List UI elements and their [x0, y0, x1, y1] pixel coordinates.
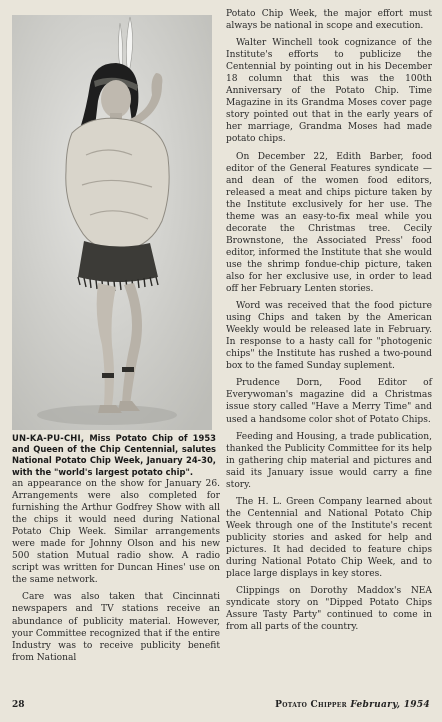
photo-caption: [12, 433, 216, 478]
caption-text: Miss Potato Chip of 1953 and Queen of the Chip Centennial, salutes National Potato Chip Week, January 24-30, with the "world's largest potato chip".: [12, 433, 216, 477]
fringe-skirt: [78, 241, 158, 282]
right-paragraph-8: Clippings on Dorothy Maddox's NEA syndicate story on "Dipped Potato Chips Assure Tasty Party" continued to come in from all parts of the country.: [226, 586, 432, 633]
right-paragraph-3: On December 22, Edith Barber, food editor of the General Features syndicate — and dean of the women food editors, released a meat and chips picture taken by the Institute exclusively for her use. The theme was an easy-to-fix meal while you decorate the Christmas tree. Cecily Brownstone, the Associated Press' food editor, informed the Institute that she would use the shrimp fondue-chip picture, taken also for her exclusive use, in order to lead off her February Lenten stories.: [226, 151, 432, 295]
giant-potato-chip: [66, 118, 169, 251]
right-paragraph-1: Potato Chip Week, the major effort must always be national in scope and execution.: [226, 9, 432, 32]
photo-illustration: [12, 15, 212, 430]
ankle-band-right: [122, 367, 134, 372]
photo-miss-potato-chip: [12, 15, 212, 430]
left-paragraph-2: Care was also taken that Cincinnati newspapers and TV stations receive an abundance of publicity material. However, your Committee recognized that if the entire Industry was to receive publicity benefit from National: [12, 592, 220, 663]
page-number: 28: [12, 700, 25, 710]
left-column: [12, 478, 220, 664]
caption-lead: UN-KA-PU-CHI,: [12, 433, 85, 443]
issue-date: February, 1954: [350, 700, 430, 710]
right-column: [226, 8, 432, 633]
right-paragraph-2: Walter Winchell took cognizance of the Institute's efforts to publicize the Centennial by pointing out in his December 18 column that this was the 100th Anniversary of the Potato Chip. Time Magazine in its Grandma Moses cover page story pointed out that in the early years of her marriage, Grandma Moses had made potato chips.: [226, 38, 432, 145]
right-paragraph-7: The H. L. Green Company learned about the Centennial and National Potato Chip Week through one of the Institute's recent publicity stories and asked for help and pictures. It had decided to feature chips during National Potato Chip Week, and to place large displays in key stores.: [226, 496, 432, 580]
page-footer: [12, 700, 430, 714]
ankle-band-left: [102, 373, 114, 378]
face: [101, 80, 131, 118]
right-paragraph-5: Prudence Dorn, Food Editor of Everywoman's magazine did a Christmas issue story called "Have a Merry Time" and used a handsome color shot of Potato Chips.: [226, 378, 432, 425]
publication-name: Potato Chipper: [275, 700, 347, 710]
right-paragraph-6: Feeding and Housing, a trade publication, thanked the Publicity Committee for its help in gathering chip material and pictures and said its January issue would carry a fine story.: [226, 431, 432, 490]
right-paragraph-4: Word was received that the food picture using Chips and taken by the American Weekly would be released late in February. In response to a hasty call for "photogenic chips" the Institute has rushed a two-pound box to the famed Sunday suplement.: [226, 301, 432, 372]
running-footer: [275, 700, 430, 710]
left-paragraph-1: an appearance on the show for January 26. Arrangements were also completed for furnishing the Arthur Godfrey Show with all the chips it would need during National Potato Chip Week. Similar arrangements were made for Johnny Olson and his new 500 station Mutual radio show. A radio script was written for Duncan Hines' use on the same network.: [12, 479, 220, 586]
